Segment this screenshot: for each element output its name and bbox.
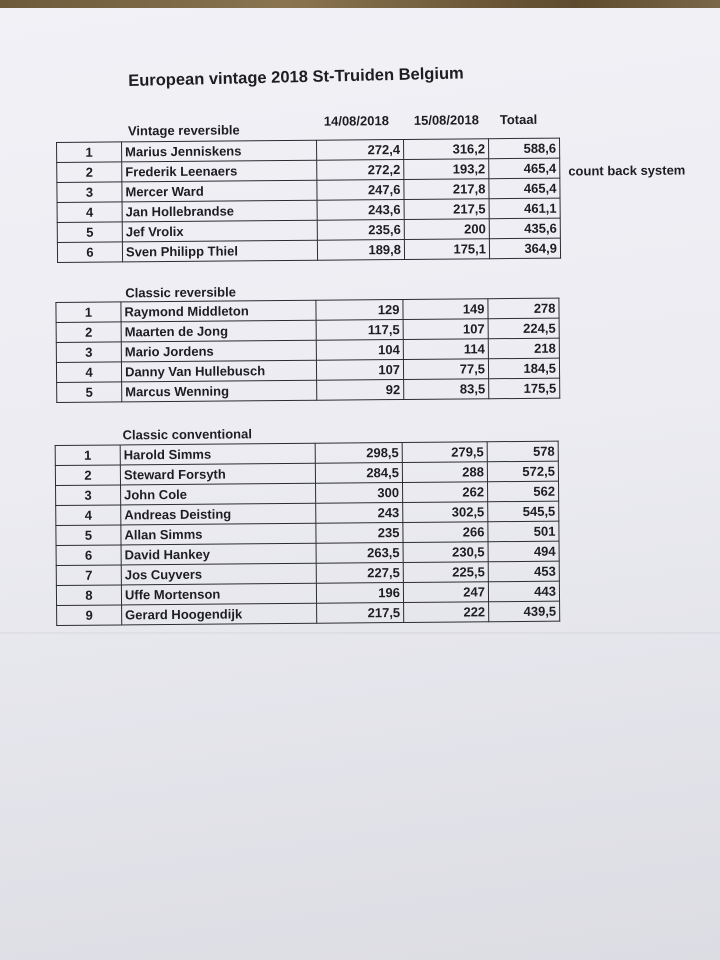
day1-score-cell: 300 [316,482,403,503]
day1-score-cell: 247,6 [317,179,404,200]
day2-score-cell: 222 [404,602,489,623]
count-back-note: count back system [568,162,686,179]
rank-cell: 3 [57,182,122,203]
day2-score-cell: 225,5 [403,562,488,583]
rank-cell: 1 [57,142,122,163]
day2-score-cell: 149 [403,299,488,320]
name-cell: Harold Simms [120,443,315,465]
document-title: European vintage 2018 St-Truiden Belgium [128,64,464,90]
day1-score-cell: 107 [316,359,403,380]
day2-score-cell: 266 [403,522,488,543]
day1-score-cell: 243 [316,502,403,523]
rank-cell: 4 [57,202,122,223]
rank-cell: 4 [56,362,121,383]
day2-score-cell: 200 [404,219,489,240]
table-row [57,238,560,262]
day1-score-cell: 227,5 [316,562,403,583]
day1-score-cell: 272,2 [317,159,404,180]
rank-cell: 4 [56,505,121,526]
day2-score-cell: 193,2 [404,159,489,180]
total-score-cell: 545,5 [488,501,559,522]
rank-cell: 3 [56,485,121,506]
day2-score-cell: 175,1 [404,239,489,260]
name-cell: Jos Cuyvers [121,563,316,585]
day1-score-cell: 217,5 [317,602,404,623]
name-cell: Sven Philipp Thiel [122,240,317,262]
rank-cell: 6 [57,242,122,263]
total-score-cell: 224,5 [488,318,559,339]
rank-cell: 2 [56,322,121,343]
name-cell: Frederik Leenaers [122,160,317,182]
name-cell: Allan Simms [121,523,316,545]
day1-score-cell: 263,5 [316,542,403,563]
section-title-classic-conventional: Classic conventional [122,426,252,443]
day1-score-cell: 189,8 [317,239,404,260]
total-score-cell: 278 [488,298,559,319]
rank-cell: 5 [57,222,122,243]
total-score-cell: 364,9 [489,238,560,259]
total-score-cell: 562 [487,481,558,502]
name-cell: Mercer Ward [122,180,317,202]
rank-cell: 7 [56,565,121,586]
name-cell: Gerard Hoogendijk [122,603,317,625]
total-score-cell: 501 [488,521,559,542]
day2-score-cell: 316,2 [404,139,489,160]
name-cell: Raymond Middleton [121,300,316,322]
name-cell: Jan Hollebrandse [122,200,317,222]
day1-score-cell: 117,5 [316,319,403,340]
total-score-cell: 443 [488,581,559,602]
day2-score-cell: 217,8 [404,179,489,200]
total-score-cell: 465,4 [489,158,560,179]
name-cell: Steward Forsyth [120,463,315,485]
header-total: Totaal [499,111,538,128]
day2-score-cell: 288 [402,462,487,483]
rank-cell: 2 [57,162,122,183]
table-row [57,378,560,402]
day1-score-cell: 298,5 [315,442,402,463]
rank-cell: 5 [56,525,121,546]
total-score-cell: 439,5 [489,601,560,622]
day1-score-cell: 272,4 [317,139,404,160]
day2-score-cell: 230,5 [403,542,488,563]
day1-score-cell: 284,5 [315,462,402,483]
section-title-vintage-reversible: Vintage reversible [127,122,240,139]
header-day1: 14/08/2018 [323,113,389,129]
day1-score-cell: 243,6 [317,199,404,220]
table-classic-conventional [55,441,561,626]
section-title-classic-reversible: Classic reversible [125,284,236,301]
day2-score-cell: 114 [403,339,488,360]
day1-score-cell: 235,6 [317,219,404,240]
day1-score-cell: 92 [317,379,404,400]
total-score-cell: 435,6 [489,218,560,239]
day1-score-cell: 129 [316,299,403,320]
name-cell: Andreas Deisting [121,503,316,525]
name-cell: Mario Jordens [121,340,316,362]
name-cell: Marcus Wenning [122,380,317,402]
day2-score-cell: 279,5 [402,442,487,463]
total-score-cell: 218 [488,338,559,359]
rank-cell: 9 [57,605,122,626]
name-cell: David Hankey [121,543,316,565]
table-row [57,601,560,625]
day2-score-cell: 247 [403,582,488,603]
name-cell: Marius Jenniskens [122,140,317,162]
day2-score-cell: 302,5 [403,502,488,523]
rank-cell: 1 [56,302,121,323]
total-score-cell: 572,5 [487,461,558,482]
table-vintage-reversible [56,138,561,263]
name-cell: John Cole [121,483,316,505]
total-score-cell: 453 [488,561,559,582]
total-score-cell: 175,5 [489,378,560,399]
day2-score-cell: 83,5 [404,379,489,400]
header-day2: 15/08/2018 [413,112,479,128]
day1-score-cell: 104 [316,339,403,360]
name-cell: Uffe Mortenson [121,583,316,605]
name-cell: Danny Van Hullebusch [121,360,316,382]
day1-score-cell: 235 [316,522,403,543]
total-score-cell: 461,1 [489,198,560,219]
day2-score-cell: 107 [403,319,488,340]
total-score-cell: 494 [488,541,559,562]
day2-score-cell: 262 [403,482,488,503]
rank-cell: 3 [56,342,121,363]
total-score-cell: 588,6 [489,138,560,159]
table-classic-reversible [55,298,560,403]
rank-cell: 8 [56,585,121,606]
rank-cell: 2 [55,465,120,486]
rank-cell: 5 [57,382,122,403]
rank-cell: 6 [56,545,121,566]
day2-score-cell: 77,5 [403,359,488,380]
rank-cell: 1 [55,445,120,466]
total-score-cell: 578 [487,441,558,462]
day1-score-cell: 196 [316,582,403,603]
name-cell: Jef Vrolix [122,220,317,242]
day2-score-cell: 217,5 [404,199,489,220]
name-cell: Maarten de Jong [121,320,316,342]
total-score-cell: 184,5 [488,358,559,379]
total-score-cell: 465,4 [489,178,560,199]
